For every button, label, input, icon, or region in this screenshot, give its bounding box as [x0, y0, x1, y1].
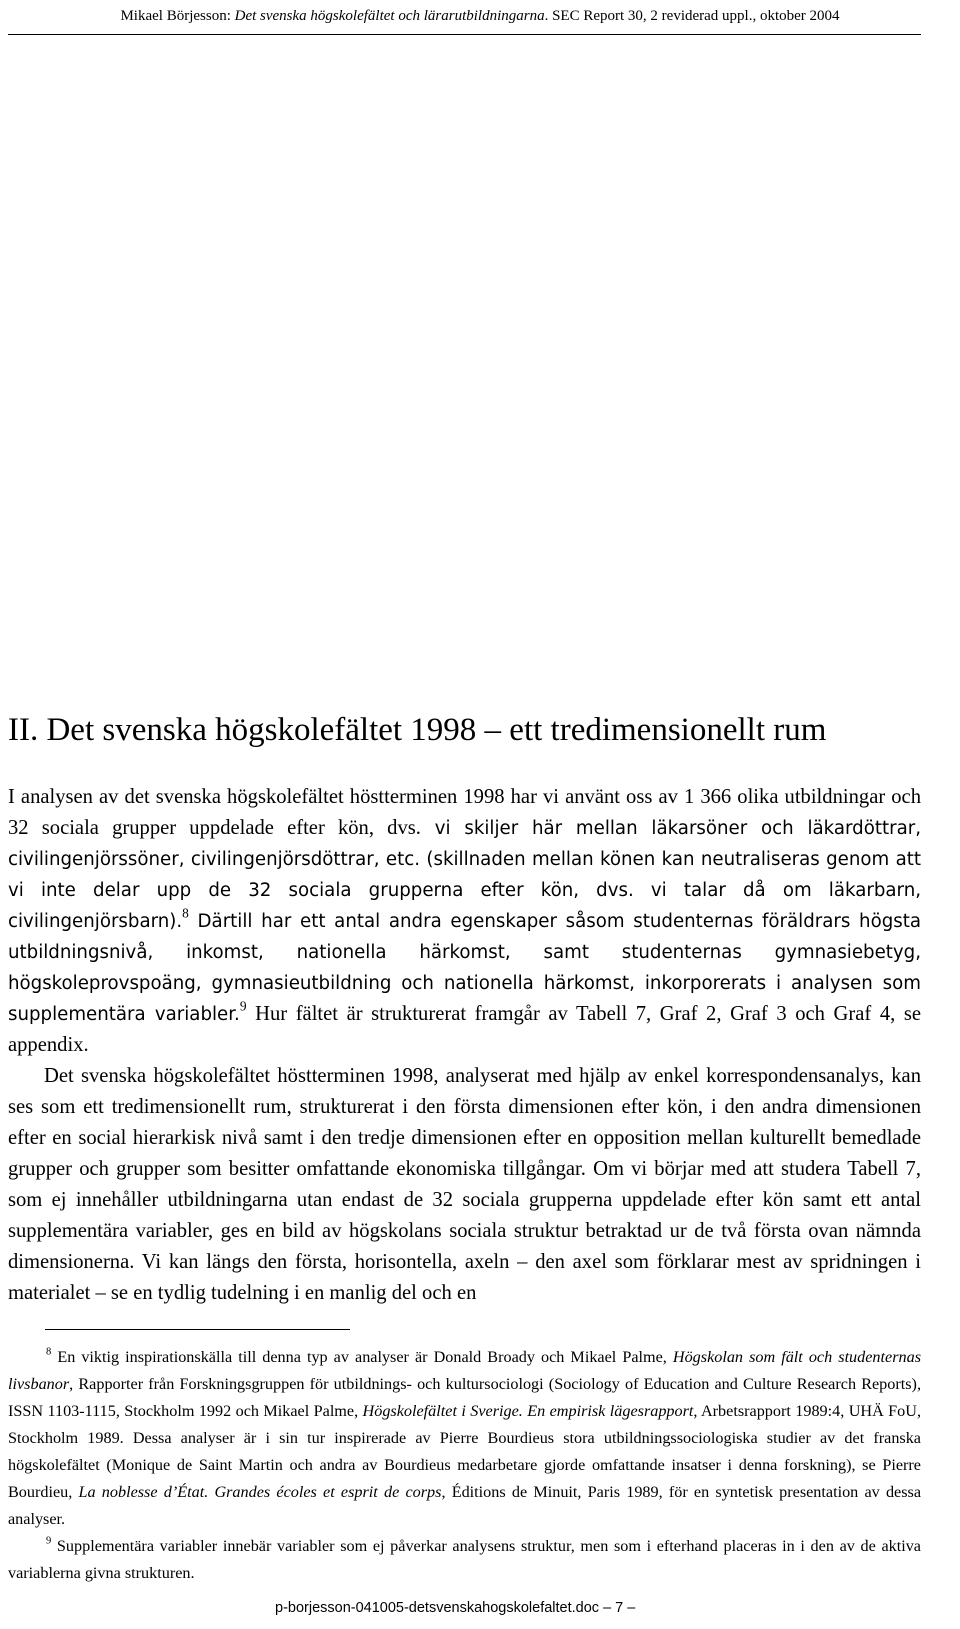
- footnote-ref-8[interactable]: 8: [182, 905, 189, 921]
- footnotes: [8, 1344, 921, 1587]
- footnote-8-text-d: , Éditions de Minuit, Paris 1989, för en syntetisk presentation av dessa analyser.: [8, 1483, 922, 1528]
- p1-text-d: vi talar då om läkarbarn, civilingenjörsbarn).: [8, 880, 921, 932]
- p1-text-f: Hur fältet är strukturerat framgår av Tabell 7, Graf 2, Graf 3 och Graf 4, se appendix.: [8, 1003, 921, 1056]
- running-header: [0, 6, 960, 26]
- header-title: Det svenska högskolefältet och lärarutbildningarna: [234, 8, 545, 24]
- footnote-8-title-3: La noblesse d’État. Grandes écoles et esprit de corps: [78, 1483, 442, 1501]
- footnote-8-text-a: En viktig inspirationskälla till denna typ av analyser är Donald Broady och Mikael Palme,: [51, 1348, 673, 1366]
- p1-text-a: I analysen av det svenska högskolefältet höstterminen 1998 har vi använt oss av 1 366 olika utbildningar och 32 sociala grupper uppdelade efter kön, dvs.: [8, 786, 921, 839]
- footnote-9-number: 9: [46, 1535, 52, 1547]
- section-heading: II. Det svenska högskolefältet 1998 – ett tredimensionellt rum: [8, 712, 827, 748]
- footer-filename: p-borjesson-041005-detsvenskahogskolefaltet.doc: [275, 1600, 600, 1616]
- footnote-divider: [45, 1329, 350, 1330]
- p1-text-c: (skillnaden mellan könen kan neutraliseras genom att vi inte delar upp de 32 sociala grupperna efter kön, dvs.: [8, 849, 921, 901]
- header-publication: . SEC Report 30, 2 reviderad uppl., oktober 2004: [544, 8, 840, 24]
- footnote-8-number: 8: [46, 1346, 52, 1358]
- header-author: Mikael Börjesson:: [120, 8, 235, 24]
- p1-text-e: Därtill har ett antal andra egenskaper såsom studenternas föräldrars högsta utbildningsnivå, inkomst, nationella härkomst, samt studenternas gymnasiebetyg, högskoleprovspoäng, gymnasieutbildning och nationella härkomst, inkorporerats i analysen som supplementära variabler.: [8, 911, 921, 1025]
- paragraph-1: [8, 782, 921, 1061]
- footnote-8: [8, 1344, 921, 1533]
- footnote-8-text-c: , Arbetsrapport 1989:4, UHÄ FoU, Stockholm 1989. Dessa analyser är i sin tur inspirerade av Pierre Bourdieus stora utbildningssociologiska studier av det franska högskolefältet (Monique de Saint Martin och andra av Bourdieus medarbetare gjorde omfattande insatser i denna forskning), se Pierre Bourdieu,: [8, 1402, 921, 1501]
- footnote-9-text: Supplementära variabler innebär variabler som ej påverkar analysens struktur, men som i efterhand placeras in i den av de aktiva variablerna givna strukturen.: [8, 1537, 921, 1582]
- footnote-8-title-1: Högskolan som fält och studenternas livsbanor: [8, 1348, 921, 1393]
- footnote-ref-9[interactable]: 9: [239, 998, 247, 1014]
- paragraph-2: Det svenska högskolefältet höstterminen 1998, analyserat med hjälp av enkel korrespondensanalys, kan ses som ett tredimensionellt rum, strukturerat i den första dimensionen efter kön, i den andra dimensionen efter en social hierarkisk nivå samt i den tredje dimensionen efter en opposition mellan kulturellt bemedlade grupper och grupper som besitter omfattande ekonomiska tillgångar. Om vi börjar med att studera Tabell 7, som ej innehåller utbildningarna utan endast de 32 sociala grupperna uppdelade efter kön samt ett antal supplementära variabler, ges en bild av högskolans sociala struktur betraktad ur de två första ovan nämnda dimensionerna. Vi kan längs den första, horisontella, axeln – den axel som förklarar mest av spridningen i materialet – se en tydlig tudelning i en manlig del och en: [8, 1065, 921, 1304]
- header-divider: [8, 34, 921, 35]
- page-number: – 7 –: [603, 1600, 636, 1616]
- page-footer: [275, 1598, 675, 1618]
- body-text: [8, 782, 921, 1309]
- footnote-8-text-b: , Rapporter från Forskningsgruppen för utbildnings- och kultursociologi (Sociology of Education and Culture Research Reports), ISSN 1103-1115, Stockholm 1992 och Mikael Palme,: [8, 1375, 921, 1420]
- footnote-8-title-2: Högskolefältet i Sverige. En empirisk lägesrapport: [362, 1402, 694, 1420]
- footnote-9: [8, 1533, 921, 1587]
- p1-text-b: vi skiljer här mellan läkarsöner och läkardöttrar, civilingenjörssöner, civilingenjörsdöttrar, etc.: [8, 818, 921, 870]
